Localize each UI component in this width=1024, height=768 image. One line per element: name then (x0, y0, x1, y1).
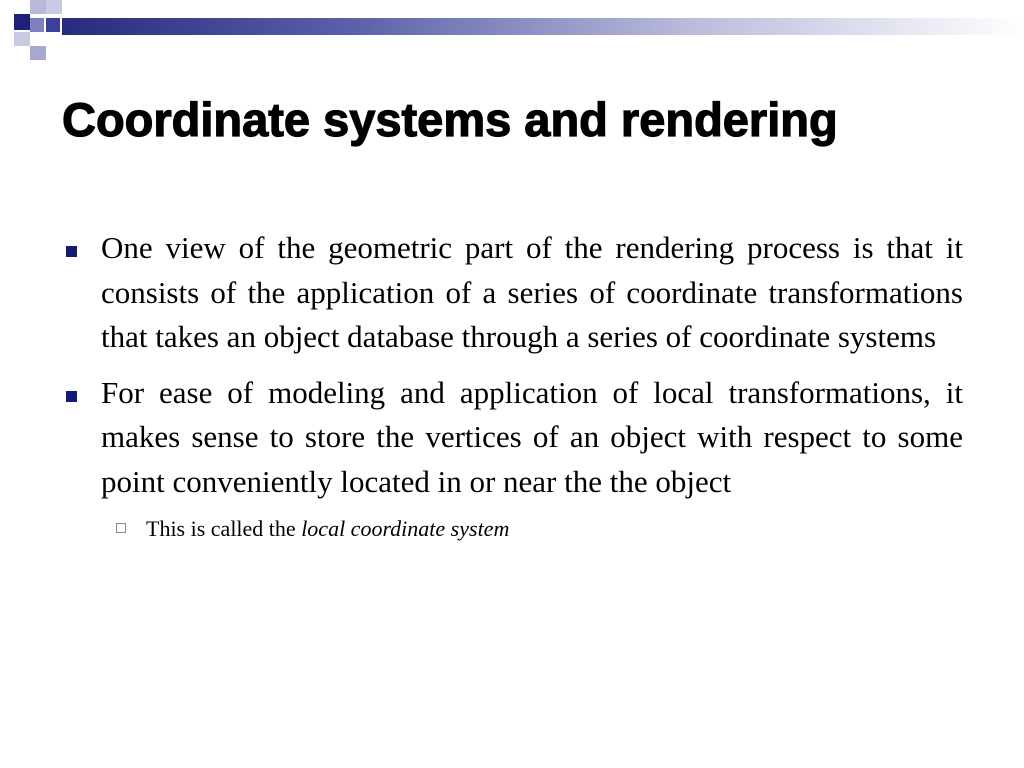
square-bullet-icon (66, 391, 77, 402)
deco-square (46, 0, 62, 14)
square-bullet-icon (66, 246, 77, 257)
deco-square (46, 18, 60, 32)
sub-bullet-text (146, 516, 509, 541)
bullet-item (64, 226, 963, 360)
deco-square (30, 46, 46, 60)
bullet-text: For ease of modeling and application of local transformations, it makes sense to store the vertices of an object with respect to some point conveniently located in or near the the object (101, 374, 963, 499)
deco-square (30, 18, 44, 32)
bullet-text: One view of the geometric part of the rendering process is that it consists of the application of a series of coordinate transformations that takes an object database through a series of coordinate systems (101, 230, 963, 354)
sub-bullet-item (64, 515, 963, 542)
title-gradient-bar (62, 18, 1024, 35)
deco-square (30, 0, 46, 14)
sub-bullet-emphasis: local coordinate system (301, 516, 510, 541)
header-decoration (0, 0, 1024, 64)
slide-title: Coordinate systems and rendering (62, 93, 838, 146)
deco-square (14, 14, 30, 30)
hollow-square-bullet-icon (116, 523, 126, 533)
deco-square (14, 32, 30, 46)
sub-bullet-prefix: This is called the (146, 516, 302, 541)
bullet-list (64, 226, 963, 542)
bullet-item (64, 371, 963, 505)
